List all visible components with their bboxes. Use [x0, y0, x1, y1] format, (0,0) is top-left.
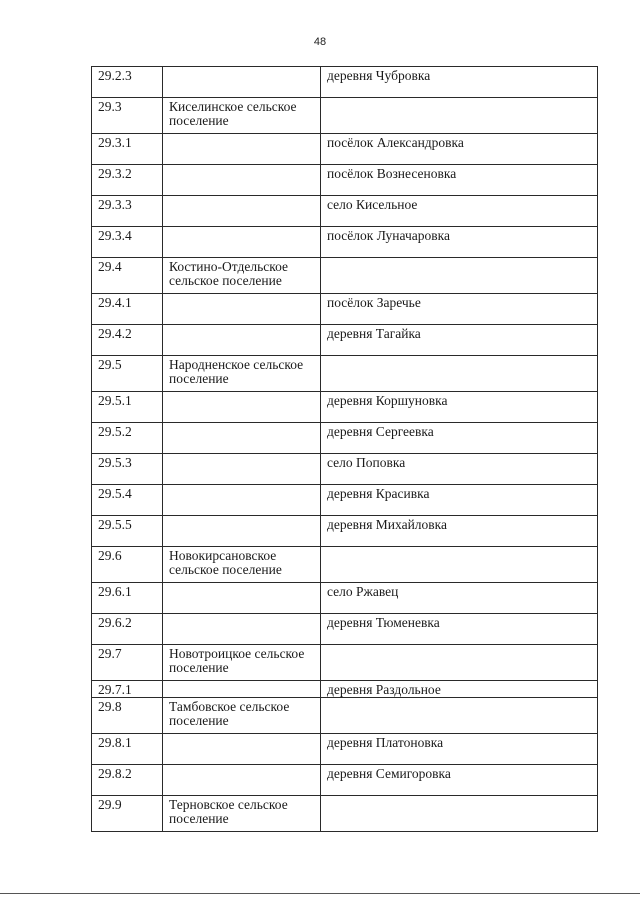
- row-settlement-cell: [163, 485, 321, 516]
- row-locality-cell: деревня Тагайка: [321, 325, 598, 356]
- row-code-cell: 29.7: [92, 645, 163, 681]
- table-row: [92, 485, 598, 516]
- table-row: [92, 645, 598, 681]
- row-locality-cell: [321, 356, 598, 392]
- row-locality-cell: посёлок Вознесеновка: [321, 165, 598, 196]
- row-locality-cell: посёлок Александровка: [321, 134, 598, 165]
- row-settlement-cell: Тамбовское сельское поселение: [163, 698, 321, 734]
- row-code-cell: 29.3.4: [92, 227, 163, 258]
- row-code-cell: 29.5.4: [92, 485, 163, 516]
- row-settlement-cell: [163, 765, 321, 796]
- table-row: [92, 196, 598, 227]
- row-locality-cell: село Кисельное: [321, 196, 598, 227]
- row-code-cell: 29.6.2: [92, 614, 163, 645]
- row-locality-cell: [321, 98, 598, 134]
- table-row: [92, 583, 598, 614]
- row-locality-cell: [321, 698, 598, 734]
- row-settlement-cell: [163, 134, 321, 165]
- table-row: [92, 698, 598, 734]
- table-row: [92, 765, 598, 796]
- row-locality-cell: посёлок Заречье: [321, 294, 598, 325]
- table-row: [92, 98, 598, 134]
- row-code-cell: 29.4.2: [92, 325, 163, 356]
- row-locality-cell: село Ржавец: [321, 583, 598, 614]
- row-settlement-cell: Костино-Отдельское сельское поселение: [163, 258, 321, 294]
- row-locality-cell: село Поповка: [321, 454, 598, 485]
- table-row: [92, 356, 598, 392]
- row-locality-cell: деревня Раздольное: [321, 681, 598, 698]
- row-settlement-cell: [163, 423, 321, 454]
- row-code-cell: 29.9: [92, 796, 163, 832]
- row-settlement-cell: [163, 734, 321, 765]
- row-code-cell: 29.4: [92, 258, 163, 294]
- table-row: [92, 614, 598, 645]
- table-row: [92, 547, 598, 583]
- row-code-cell: 29.6: [92, 547, 163, 583]
- table-row: [92, 67, 598, 98]
- row-code-cell: 29.8.1: [92, 734, 163, 765]
- row-settlement-cell: [163, 325, 321, 356]
- row-locality-cell: [321, 645, 598, 681]
- row-settlement-cell: Терновское сельское поселение: [163, 796, 321, 832]
- row-settlement-cell: [163, 583, 321, 614]
- row-settlement-cell: [163, 165, 321, 196]
- table-row: [92, 294, 598, 325]
- row-code-cell: 29.7.1: [92, 681, 163, 698]
- row-locality-cell: деревня Тюменевка: [321, 614, 598, 645]
- row-settlement-cell: [163, 196, 321, 227]
- row-settlement-cell: [163, 454, 321, 485]
- row-settlement-cell: [163, 614, 321, 645]
- row-locality-cell: [321, 547, 598, 583]
- table-row: [92, 325, 598, 356]
- table-row: [92, 423, 598, 454]
- row-settlement-cell: Новотроицкое сельское поселение: [163, 645, 321, 681]
- row-locality-cell: [321, 796, 598, 832]
- row-settlement-cell: [163, 227, 321, 258]
- page-number: 48: [313, 36, 327, 48]
- row-code-cell: 29.5: [92, 356, 163, 392]
- table-row: [92, 165, 598, 196]
- row-settlement-cell: [163, 294, 321, 325]
- row-settlement-cell: [163, 392, 321, 423]
- table-row: [92, 796, 598, 832]
- table-row: [92, 134, 598, 165]
- row-settlement-cell: [163, 681, 321, 698]
- row-locality-cell: деревня Чубровка: [321, 67, 598, 98]
- row-code-cell: 29.5.3: [92, 454, 163, 485]
- row-settlement-cell: Киселинское сельское поселение: [163, 98, 321, 134]
- table-row: [92, 454, 598, 485]
- row-settlement-cell: Народненское сельское поселение: [163, 356, 321, 392]
- row-code-cell: 29.8: [92, 698, 163, 734]
- row-code-cell: 29.5.1: [92, 392, 163, 423]
- row-code-cell: 29.5.2: [92, 423, 163, 454]
- row-locality-cell: деревня Красивка: [321, 485, 598, 516]
- table-row: [92, 681, 598, 698]
- table-row: [92, 734, 598, 765]
- bottom-divider: [0, 893, 640, 894]
- row-locality-cell: деревня Семигоровка: [321, 765, 598, 796]
- row-code-cell: 29.8.2: [92, 765, 163, 796]
- table-row: [92, 516, 598, 547]
- row-locality-cell: деревня Сергеевка: [321, 423, 598, 454]
- row-settlement-cell: [163, 67, 321, 98]
- row-code-cell: 29.6.1: [92, 583, 163, 614]
- row-code-cell: 29.3.2: [92, 165, 163, 196]
- row-code-cell: 29.3.3: [92, 196, 163, 227]
- table-row: [92, 392, 598, 423]
- row-settlement-cell: Новокирсановское сельское поселение: [163, 547, 321, 583]
- row-locality-cell: деревня Михайловка: [321, 516, 598, 547]
- table-row: [92, 227, 598, 258]
- row-locality-cell: деревня Платоновка: [321, 734, 598, 765]
- row-code-cell: 29.5.5: [92, 516, 163, 547]
- row-locality-cell: деревня Коршуновка: [321, 392, 598, 423]
- row-code-cell: 29.3: [92, 98, 163, 134]
- row-locality-cell: [321, 258, 598, 294]
- table-row: [92, 258, 598, 294]
- settlements-table-body: [92, 67, 598, 832]
- row-code-cell: 29.4.1: [92, 294, 163, 325]
- row-settlement-cell: [163, 516, 321, 547]
- row-code-cell: 29.2.3: [92, 67, 163, 98]
- row-locality-cell: посёлок Луначаровка: [321, 227, 598, 258]
- row-code-cell: 29.3.1: [92, 134, 163, 165]
- settlements-table: [91, 66, 598, 832]
